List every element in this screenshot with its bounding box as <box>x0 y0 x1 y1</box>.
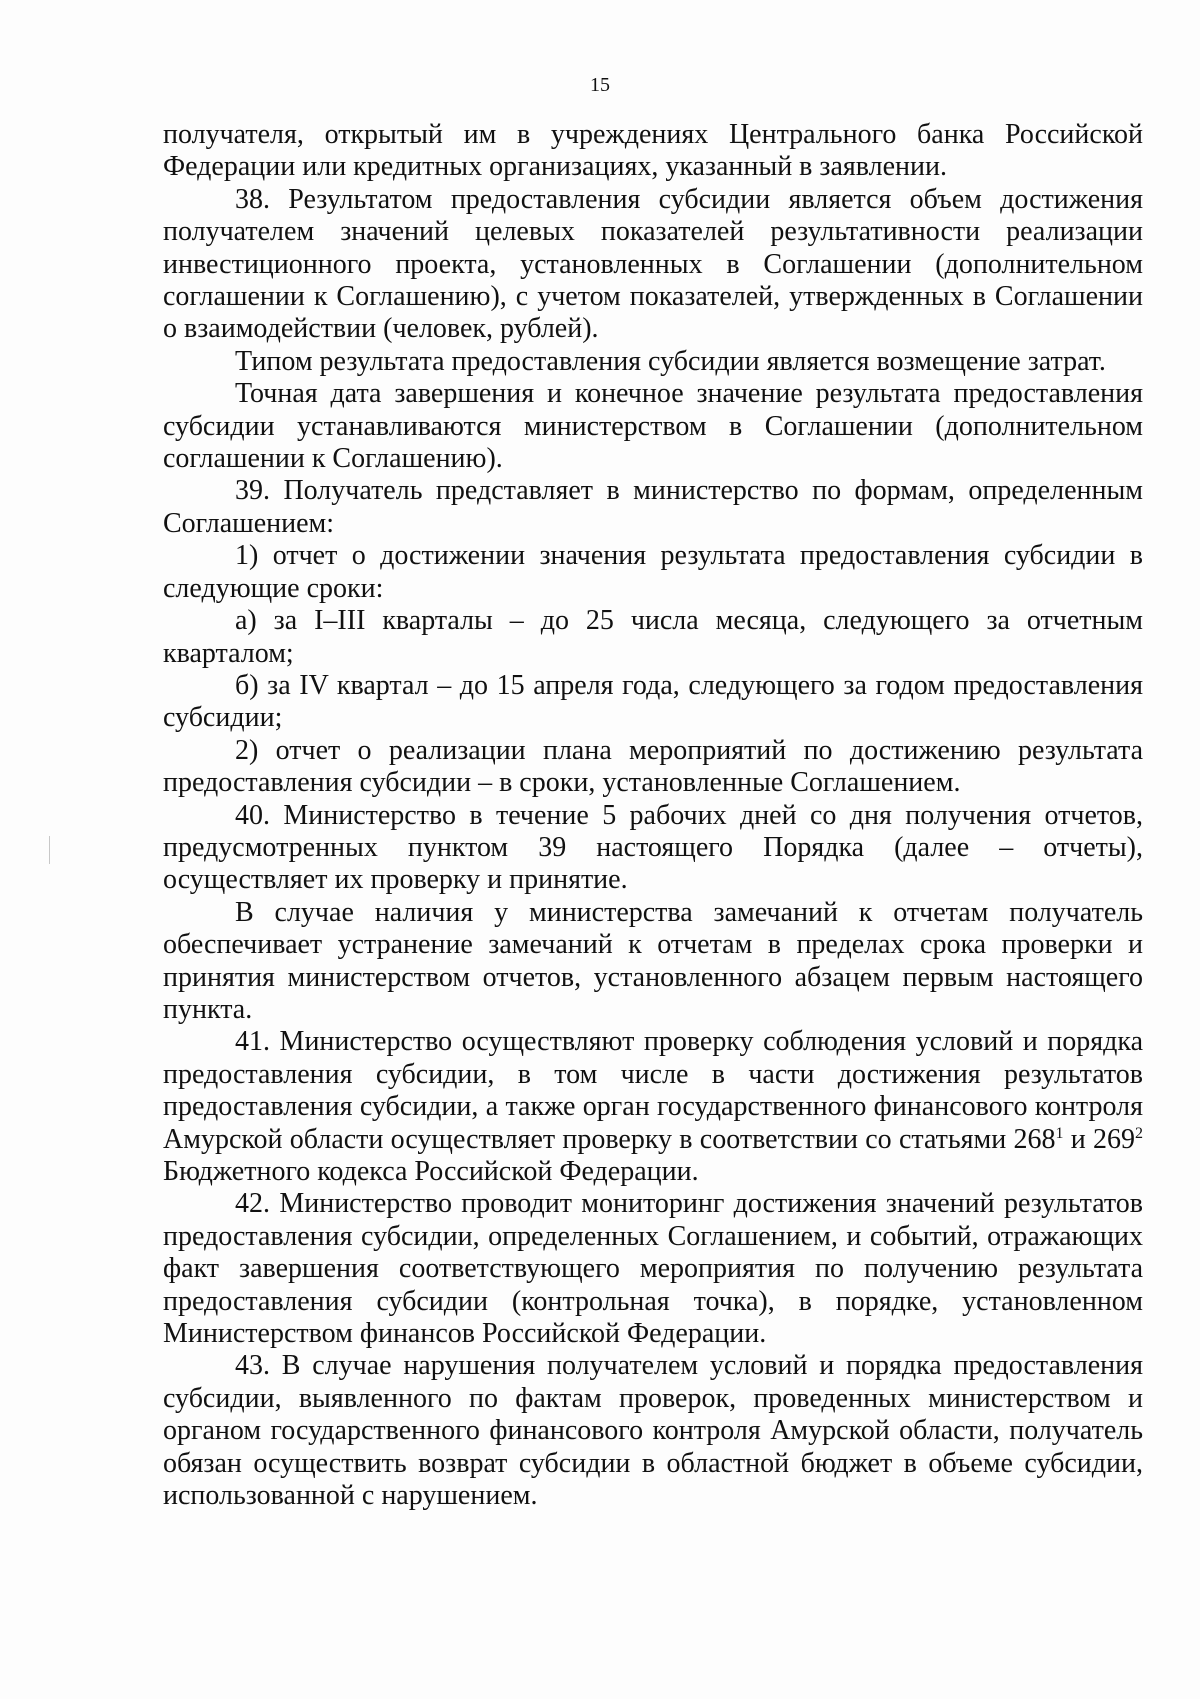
paragraph-38: 38. Результатом предоставления субсидии является объем достижения получателем значений целевых показателей результативности реализации инвестиционного проекта, установленных в Соглашении (дополнительном соглашении к Соглашению), с учетом показателей, утвержденных в Соглашении о взаимодействии (человек, рублей). <box>163 183 1143 345</box>
paragraph-42: 42. Министерство проводит мониторинг достижения значений результатов предоставления субсидии, определенных Соглашением, и событий, отражающих факт завершения соответствующего мероприятия по получению результата предоставления субсидии (контрольная точка), в порядке, установленном Министерством финансов Российской Федерации. <box>163 1188 1143 1350</box>
paragraph-39-item-a: а) за I–III кварталы – до 25 числа месяца, следующего за отчетным кварталом; <box>163 605 1143 669</box>
scan-artifact-mark <box>49 836 50 864</box>
document-body <box>163 119 1143 1512</box>
paragraph-43: 43. В случае нарушения получателем условий и порядка предоставления субсидии, выявленного по фактам проверок, проведенных министерством и органом государственного финансового контроля Амурской области, получатель обязан осуществить возврат субсидии в областной бюджет в объеме субсидии, использованной с нарушением. <box>163 1350 1143 1512</box>
superscript-1: 1 <box>1055 1124 1064 1142</box>
paragraph-40: 40. Министерство в течение 5 рабочих дней со дня получения отчетов, предусмотренных пунктом 39 настоящего Порядка (далее – отчеты), осуществляет их проверку и принятие. <box>163 799 1143 896</box>
paragraph-result-date: Точная дата завершения и конечное значение результата предоставления субсидии устанавливаются министерством в Соглашении (дополнительном соглашении к Соглашению). <box>163 378 1143 475</box>
paragraph-39-item-2: 2) отчет о реализации плана мероприятий по достижению результата предоставления субсидии – в сроки, установленные Соглашением. <box>163 734 1143 799</box>
paragraph-41-text-after: Бюджетного кодекса Российской Федерации. <box>163 1156 699 1187</box>
paragraph-39-item-b: б) за IV квартал – до 15 апреля года, следующего за годом предоставления субсидии; <box>163 669 1143 734</box>
paragraph-41 <box>163 1026 1143 1188</box>
paragraph-39: 39. Получатель представляет в министерство по формам, определенным Соглашением: <box>163 475 1143 539</box>
page-number: 15 <box>590 74 610 96</box>
paragraph-41-text-mid: и 269 <box>1063 1123 1135 1155</box>
paragraph-41-text-before: 41. Министерство осуществляют проверку соблюдения условий и порядка предоставления субсидии, в том числе в части достижения результатов предоставления субсидии, а также орган государственного финансового контроля Амурской области осуществляет проверку в соответствии со статьями 268 <box>163 1026 1143 1155</box>
superscript-2: 2 <box>1135 1124 1143 1142</box>
paragraph-continuation: получателя, открытый им в учреждениях Центрального банка Российской Федерации или кредитных организациях, указанный в заявлении. <box>163 119 1143 183</box>
paragraph-result-type: Типом результата предоставления субсидии является возмещение затрат. <box>235 345 1106 377</box>
paragraph-40-remarks: В случае наличия у министерства замечаний к отчетам получатель обеспечивает устранение замечаний к отчетам в пределах срока проверки и принятия министерством отчетов, установленного абзацем первым настоящего пункта. <box>163 896 1143 1025</box>
paragraph-39-item-1: 1) отчет о достижении значения результата предоставления субсидии в следующие сроки: <box>163 540 1143 604</box>
